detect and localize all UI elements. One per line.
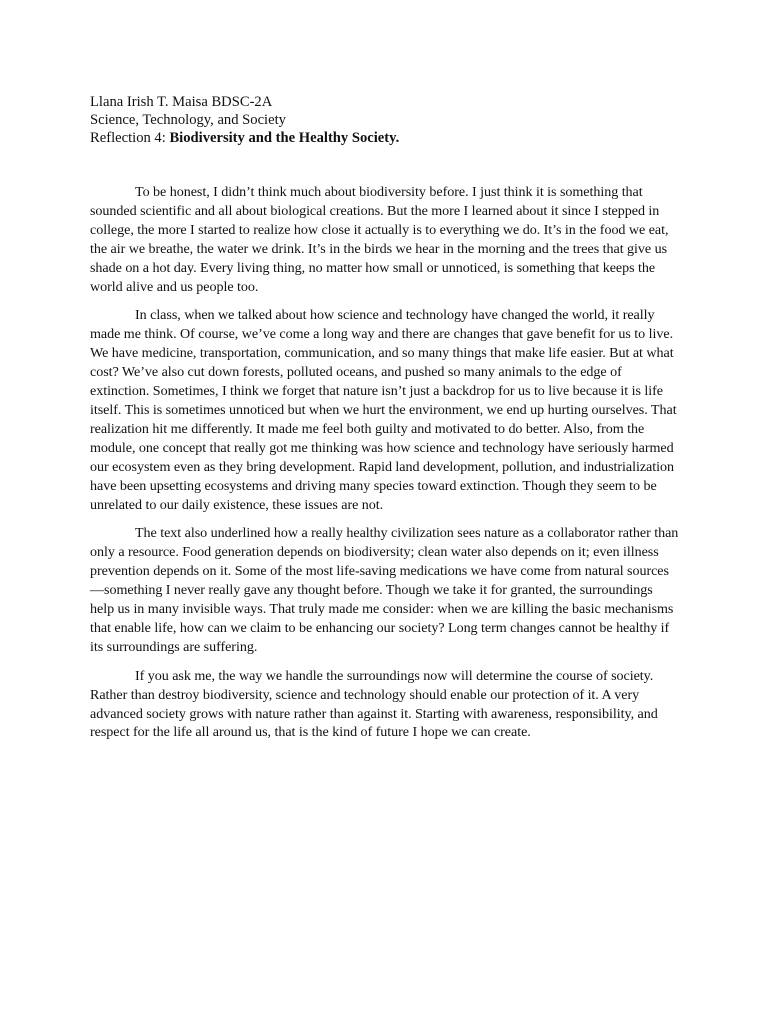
- reflection-title-line: [90, 129, 680, 147]
- paragraph-1: To be honest, I didn’t think much about biodiversity before. I just think it is something that sounded scientific and all about biological creations. But the more I learned about it since I stepped in college, the more I started to realize how close it actually is to everything we do. It’s in the food we eat, the air we breathe, the water we drink. It’s in the birds we hear in the morning and the trees that give us shade on a hot day. Every living thing, no matter how small or unnoticed, is something that keeps the world alive and us people too.: [90, 184, 669, 295]
- document-body: [90, 183, 680, 742]
- reflection-title: Biodiversity and the Healthy Society.: [169, 130, 400, 146]
- paragraph-3: The text also underlined how a really healthy civilization sees nature as a collaborator rather than only a resource. Food generation depends on biodiversity; clean water also depends on it; even illness prevention depends on it. Some of the most life-saving medications we have come from natural sources—something I never really gave any thought before. Though we take it for granted, the surroundings help us in many invisible ways. That truly made me consider: when we are killing the basic mechanisms that enable life, how can we claim to be enhancing our society? Long term changes cannot be healthy if its surroundings are suffering.: [90, 525, 679, 655]
- paragraph-2: In class, when we talked about how science and technology have changed the world, it really made me think. Of course, we’ve come a long way and there are changes that gave benefit for us to live. We have medicine, transportation, communication, and so many things that make life easier. But at what cost? We’ve also cut down forests, polluted oceans, and pushed so many animals to the edge of extinction. Sometimes, I think we forget that nature isn’t just a backdrop for us to live because it is life itself. This is sometimes unnoticed but when we hurt the environment, we end up hurting ourselves. That realization hit me differently. It made me feel both guilty and motivated to do better. Also, from the module, one concept that really got me thinking was how science and technology have seriously harmed our ecosystem even as they bring development. Rapid land development, pollution, and industrialization have been upsetting ecosystems and driving many species toward extinction. Though they seem to be unrelated to our daily existence, these issues are not.: [90, 307, 677, 513]
- document-page: [90, 93, 680, 752]
- paragraph-4: If you ask me, the way we handle the surroundings now will determine the course of society. Rather than destroy biodiversity, science and technology should enable our protection of it. A very advanced society grows with nature rather than against it. Starting with awareness, responsibility, and respect for the life all around us, that is the kind of future I hope we can create.: [90, 667, 658, 741]
- reflection-prefix: Reflection 4:: [90, 130, 170, 146]
- author-line: Llana Irish T. Maisa BDSC-2A: [90, 94, 273, 110]
- document-header: [90, 93, 680, 147]
- course-line: Science, Technology, and Society: [90, 112, 286, 128]
